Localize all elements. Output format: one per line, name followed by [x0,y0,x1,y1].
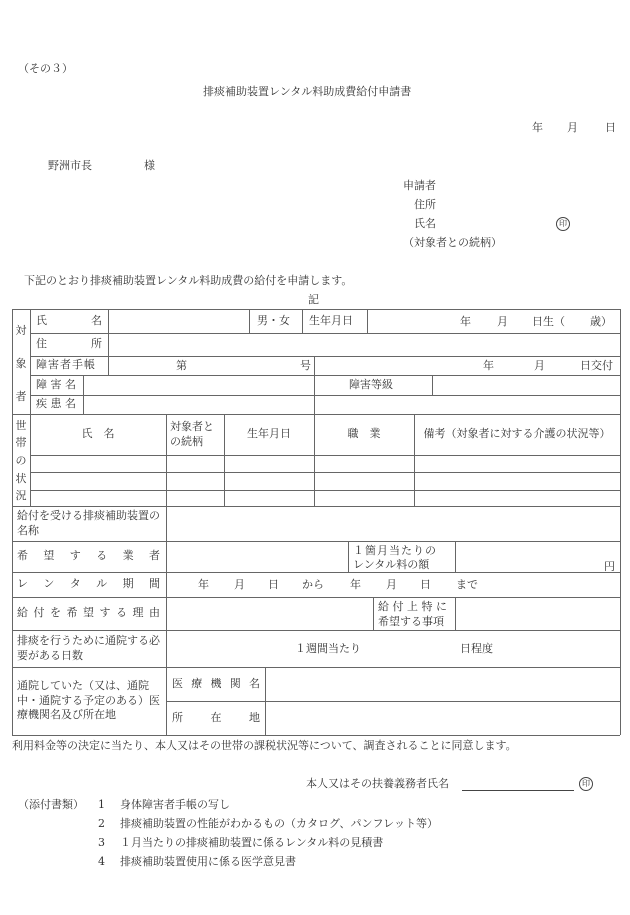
disease-field[interactable] [83,395,620,414]
days-approx-label: 日程度 [460,642,493,655]
applicant-address-label: 住所 [414,198,436,211]
reason-label: 給 付 を 希 望 す る 理 由 [17,606,160,620]
vendor-field[interactable] [166,541,348,572]
attachment-no: 4 [98,855,105,868]
relation-label: （対象者との続柄） [403,236,502,249]
period-start-month: 月 [234,578,245,591]
attachment-item: １月当たりの排痰補助装置に係るレンタル料の見積書 [120,836,384,849]
household-header-name: 氏 名 [81,427,115,441]
grade-field[interactable] [432,375,620,395]
special-label-2: 希望する事項 [378,615,444,628]
hospital-address-label: 所 在 地 [172,710,260,724]
disability-label: 障 害 名 [36,377,76,391]
application-statement: 下記のとおり排痰補助装置レンタル料助成費の給付を申請します。 [24,274,353,287]
handbook-label: 障害者手帳 [36,358,96,372]
monthly-fee-label-1: １箇月当たりの [353,544,437,557]
disease-label: 疾 患 名 [36,397,76,411]
attachment-item: 排痰補助装置使用に係る医学意見書 [120,855,296,868]
household-row[interactable] [30,490,620,506]
addressee: 野洲市長 [48,159,92,172]
hospital-name-field[interactable] [265,667,620,701]
birth-age: 歳） [590,315,612,328]
date-month: 月 [567,121,578,134]
subject-name-field[interactable] [108,309,249,333]
signer-underline[interactable] [462,790,574,791]
subject-address-label: 住 所 [36,337,102,351]
attachment-no: 2 [98,817,105,830]
period-start-year: 年 [198,578,209,591]
attachment-item: 身体障害者手帳の写し [120,798,230,811]
issue-month: 月 [534,359,545,372]
disability-field[interactable] [83,375,314,395]
visit-days-label: 排痰を行うために通院する必要がある日数 [17,633,160,662]
signer-label: 本人又はその扶養義務者氏名 [306,777,449,790]
form-title: 排痰補助装置レンタル料助成費給付申請書 [203,85,412,98]
applicant-label: 申請者 [403,179,436,192]
attachment-no: 1 [98,798,105,811]
device-name-field[interactable] [166,506,620,541]
yen-unit: 円 [604,560,615,573]
special-field[interactable] [455,597,620,630]
device-name-label: 給付を受ける排痰補助装置の名称 [17,508,160,537]
monthly-fee-field[interactable] [455,541,620,572]
vendor-label: 希 望 す る 業 者 [17,549,160,563]
birth-day: 日生（ [532,315,565,328]
handbook-no-suffix: 号 [300,359,311,372]
form-number: （その３） [18,62,73,75]
period-label: レ ン タ ル 期 間 [17,577,160,591]
attachment-no: 3 [98,836,105,849]
applicant-name-label: 氏名 [414,217,436,230]
period-end-day: 日 [420,578,431,591]
household-header-birth: 生年月日 [247,427,291,441]
subject-name-label: 氏 名 [36,313,102,327]
sex-option[interactable]: 男・女 [257,313,290,327]
seal-icon: 印 [579,777,593,791]
period-from: から [302,578,324,591]
household-row[interactable] [30,472,620,490]
subject-address-field[interactable] [108,333,620,356]
ki-label: 記 [308,293,319,306]
period-until: まで [456,578,478,591]
issue-day: 日交付 [580,359,613,372]
per-week-label: １週間当たり [295,642,361,655]
household-header-notes: 備考（対象者に対する介護の状況等） [423,427,611,441]
period-end-month: 月 [386,578,397,591]
household-row[interactable] [30,455,620,472]
birth-label: 生年月日 [309,313,353,327]
hospital-name-label: 医 療 機 関 名 [172,676,260,690]
attachment-item: 排痰補助装置の性能がわかるもの（カタログ、パンフレット等） [120,817,439,830]
period-end-year: 年 [350,578,361,591]
reason-field[interactable] [166,597,373,630]
seal-icon: 印 [556,217,570,231]
attachments-label: （添付書類） [18,798,84,811]
birth-month: 月 [497,315,508,328]
handbook-no-prefix: 第 [176,359,187,372]
hospital-group-label: 通院していた（又は、通院中・通院する予定のある）医療機関名及び所在地 [17,678,160,722]
honorific: 様 [144,159,155,172]
hospital-address-field[interactable] [265,701,620,735]
period-start-day: 日 [268,578,279,591]
subject-group-label: 対 象 者 [15,323,27,404]
grade-label: 障害等級 [349,377,393,391]
household-header-job: 職 業 [347,427,381,441]
date-year: 年 [532,121,543,134]
special-label-1: 給 付 上 特 に [378,600,447,613]
household-header-relation: 対象者と の続柄 [170,419,214,448]
monthly-fee-label-2: レンタル料の額 [353,558,430,571]
birth-year: 年 [460,315,471,328]
issue-year: 年 [483,359,494,372]
date-day: 日 [605,121,616,134]
consent-statement: 利用料金等の決定に当たり、本人又はその世帯の課税状況等について、調査されることに同意します。 [12,739,517,752]
household-group-label: 世 帯 の 状 況 [15,418,27,503]
